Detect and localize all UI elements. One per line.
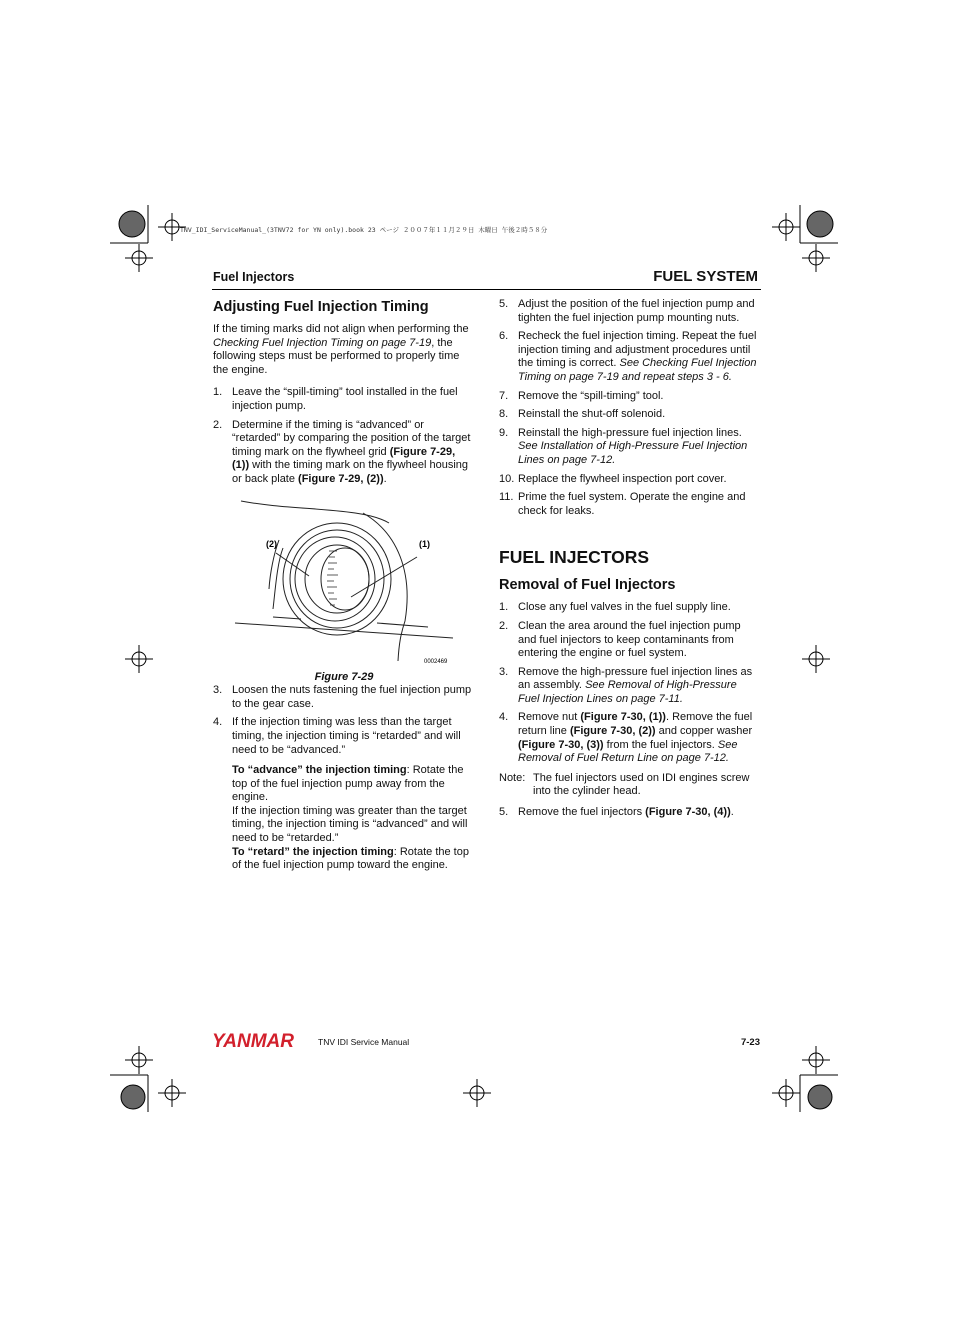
figure-ref: (Figure 7-29, (1)) bbox=[232, 445, 456, 472]
header-rule bbox=[212, 289, 761, 290]
step-5: 5. Adjust the position of the fuel injection pump and tighten the fuel injection pump mounting nuts. bbox=[499, 298, 755, 324]
intro-paragraph: If the timing marks did not align when performing the Checking Fuel Injection Timing on page 7-19, the following steps must be performed to properly time the engine. bbox=[213, 323, 469, 376]
manual-title: TNV IDI Service Manual bbox=[318, 1037, 410, 1047]
heading-adjusting-timing: Adjusting Fuel Injection Timing bbox=[213, 299, 429, 315]
section-title-fuel-injectors: FUEL INJECTORS bbox=[499, 547, 650, 568]
yanmar-logo bbox=[212, 1030, 310, 1055]
figure-ref: (Figure 7-29, (2)) bbox=[298, 472, 384, 485]
xref-checking-timing[interactable]: Checking Fuel Injection Timing on page 7-19 bbox=[213, 336, 432, 349]
note-idi-injectors: Note: The fuel injectors used on IDI engines screw into the cylinder head. bbox=[499, 771, 750, 798]
callout-2: (2) bbox=[266, 538, 277, 549]
step-11: 11. Prime the fuel system. Operate the engine and check for leaks. bbox=[499, 491, 746, 517]
advance-instruction: To “advance” the injection timing: Rotate the top of the fuel injection pump away from the engine. bbox=[232, 764, 464, 804]
print-job-info: TNV_IDI_ServiceManual_(3TNV72 for YN only).book 23 ページ ２００７年１１月２９日 木曜日 午後２時５８分 bbox=[180, 226, 548, 234]
greater-timing-paragraph: If the injection timing was greater than the target timing, the injection timing is “advanced” and will need to be “retarded.” bbox=[232, 804, 468, 845]
xref-return-line[interactable]: See Removal of Fuel Return Line on page 7-12. bbox=[518, 738, 738, 765]
left-column bbox=[213, 298, 475, 873]
step-8: 8. Reinstall the shut-off solenoid. bbox=[499, 408, 666, 421]
callout-1: (1) bbox=[419, 538, 430, 549]
flywheel-timing-illustration bbox=[213, 493, 475, 669]
figure-caption: Figure 7-29 bbox=[314, 670, 374, 683]
xref-checking-timing[interactable]: See Checking Fuel Injection Timing on page 7-19 and repeat steps 3 - 6. bbox=[518, 357, 757, 383]
step-7: 7. Remove the “spill-timing” tool. bbox=[499, 389, 664, 402]
step-9: 9. Reinstall the high-pressure fuel injection lines. See Installation of High-Pressure Fuel Injection Lines on page 7-12. bbox=[499, 426, 748, 466]
step-10: 10. Replace the flywheel inspection port cover. bbox=[499, 472, 727, 485]
removal-step-4: 4. Remove nut (Figure 7-30, (1)). Remove the fuel return line (Figure 7-30, (2)) and copper washer (Figure 7-30, (3)) from the fuel injectors. See Removal of Fuel Return Line on page 7-12. bbox=[499, 711, 753, 765]
removal-step-3: 3. Remove the high-pressure fuel injection lines as an assembly. See Removal of High-Pressure Fuel Injection Lines on page 7-11. bbox=[499, 665, 753, 705]
running-header-chapter: FUEL SYSTEM bbox=[653, 268, 758, 285]
xref-install-lines[interactable]: See Installation of High-Pressure Fuel Injection Lines on page 7-12. bbox=[518, 440, 748, 466]
step-4: 4. If the injection timing was less than the target timing, the injection timing is “retarded” and will need to be “advanced.” bbox=[213, 716, 461, 756]
xref-removal-lines[interactable]: See Removal of High-Pressure Fuel Injection Lines on page 7-11. bbox=[518, 679, 737, 705]
svg-text:YANMAR: YANMAR bbox=[212, 1031, 294, 1050]
retard-instruction: To “retard” the injection timing: Rotate the top of the fuel injection pump toward the engine. bbox=[232, 845, 469, 872]
removal-step-2: 2. Clean the area around the fuel injection pump and fuel injectors to keep contaminants from entering the engine or fuel system. bbox=[499, 619, 741, 660]
removal-step-5: 5. Remove the fuel injectors (Figure 7-30, (4)). bbox=[499, 806, 734, 819]
step-6: 6. Recheck the fuel injection timing. Repeat the fuel injection timing and adjustment procedures until the timing is correct. See Checking Fuel Injection Timing on page 7-19 and repeat steps 3 - 6. bbox=[499, 330, 757, 383]
page-number: 7-23 bbox=[740, 1037, 760, 1048]
step-3: 3. Loosen the nuts fastening the fuel injection pump to the gear case. bbox=[213, 684, 472, 710]
removal-step-1: 1. Close any fuel valves in the fuel supply line. bbox=[499, 601, 731, 614]
running-header-section: Fuel Injectors bbox=[213, 270, 295, 284]
step-2: 2. Determine if the timing is “advanced” or “retarded” by comparing the position of the target timing mark on the flywheel grid (Figure 7-29, (1)) with the timing mark on the flywheel housing or back plate (Figure 7-29, (2)). bbox=[213, 418, 471, 485]
figure-code: 0002469 bbox=[424, 658, 448, 665]
step-1: 1. Leave the “spill-timing” tool installed in the fuel injection pump. bbox=[213, 386, 458, 412]
heading-removal-injectors: Removal of Fuel Injectors bbox=[499, 577, 676, 594]
right-column bbox=[499, 298, 761, 825]
figure-7-29 bbox=[213, 493, 475, 669]
